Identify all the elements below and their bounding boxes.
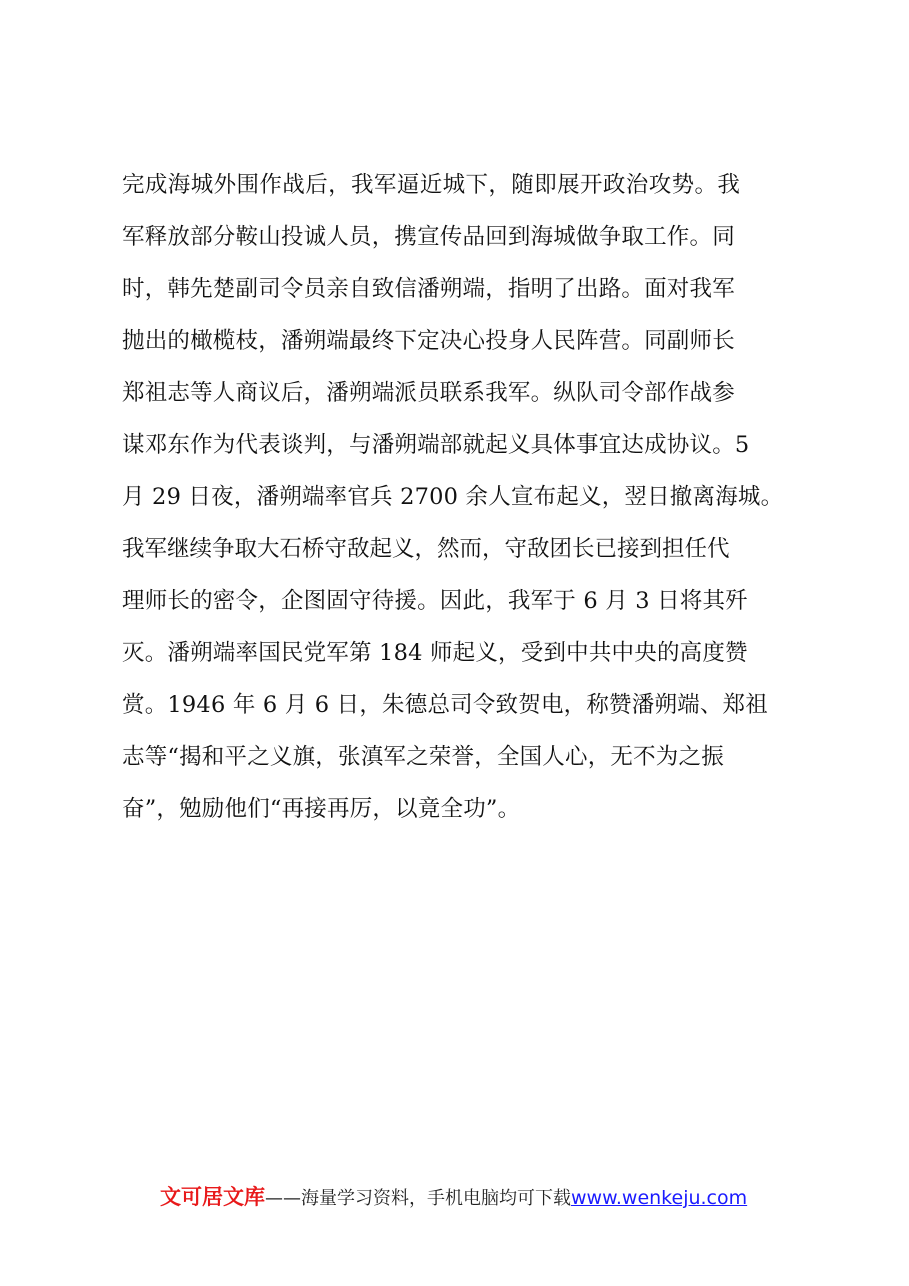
paragraph-line: 月 29 日夜，潘朔端率官兵 2700 余人宣布起义，翌日撤离海城。 [122,484,784,510]
paragraph-line: 我军继续争取大石桥守敌起义，然而，守敌团长已接到担任代 [122,536,730,562]
paragraph-line: 志等“揭和平之义旗，张滇军之荣誉，全国人心，无不为之振 [122,744,724,770]
paragraph-line: 抛出的橄榄枝，潘朔端最终下定决心投身人民阵营。同副师长 [122,328,735,354]
footer-slogan: 海量学习资料，手机电脑均可下载 [301,1188,571,1209]
paragraph-line: 时，韩先楚副司令员亲自致信潘朔端，指明了出路。面对我军 [122,276,735,302]
footer-brand: 文可居文库 [160,1185,265,1209]
paragraph-line: 军释放部分鞍山投诚人员，携宣传品回到海城做争取工作。同 [122,224,735,250]
paragraph-line: 理师长的密令，企图固守待援。因此，我军于 6 月 3 日将其歼 [122,588,748,614]
paragraph-line: 完成海城外围作战后，我军逼近城下，随即展开政治攻势。我 [122,172,741,198]
footer-banner [160,1180,780,1214]
paragraph-line: 灭。潘朔端率国民党军第 184 师起义，受到中共中央的高度赞 [122,640,748,666]
footer-website-link[interactable]: www.wenkeju.com [571,1187,748,1209]
paragraph-line: 郑祖志等人商议后，潘朔端派员联系我军。纵队司令部作战参 [122,380,735,406]
paragraph-line: 奋”，勉励他们“再接再厉，以竟全功”。 [122,796,521,822]
footer-dash: —— [265,1188,301,1209]
paragraph-line: 赏。1946 年 6 月 6 日，朱德总司令致贺电，称赞潘朔端、郑祖 [122,692,768,718]
paragraph-line: 谋邓东作为代表谈判，与潘朔端部就起义具体事宜达成协议。5 [122,432,750,458]
